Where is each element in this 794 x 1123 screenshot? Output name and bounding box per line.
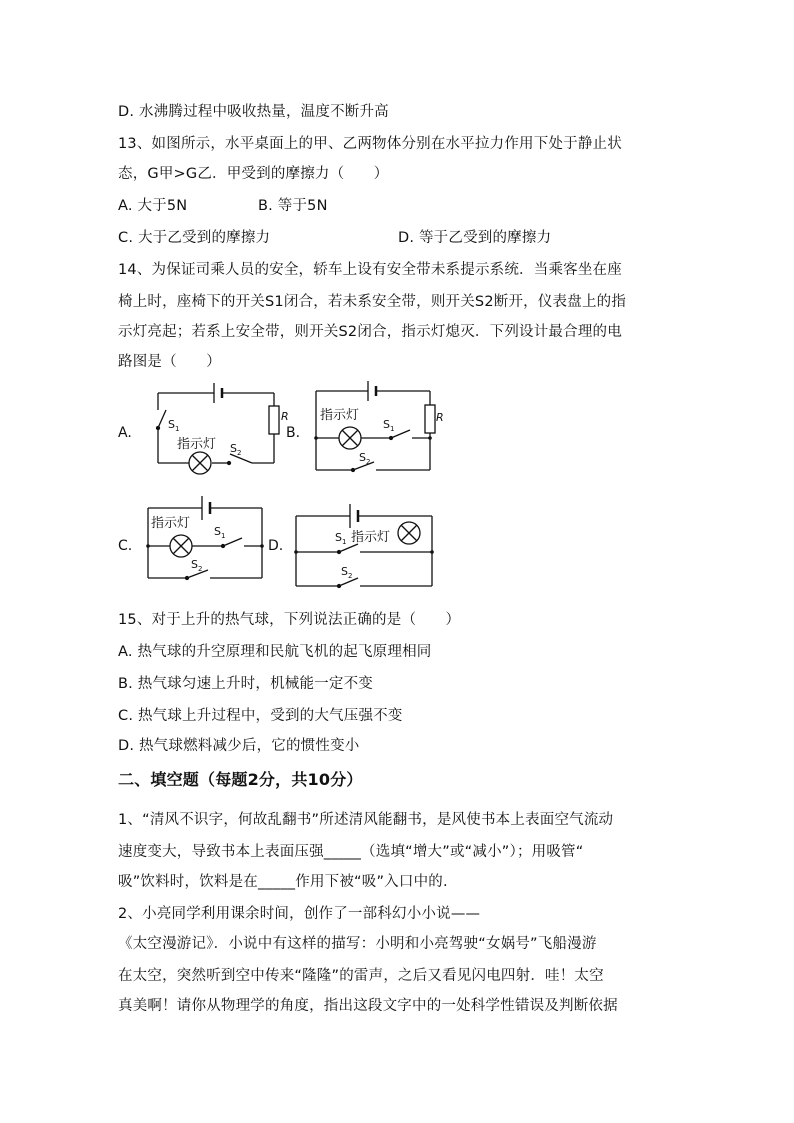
fill2-line3: 在太空，突然听到空中传来“隆隆”的雷声，之后又看见闪电四射．哇！太空 (118, 968, 604, 984)
q15-option-a: A. 热气球的升空原理和民航飞机的起飞原理相同 (118, 644, 432, 660)
resistor-r (269, 406, 279, 434)
option-d-label: D. (268, 538, 284, 554)
svg-text:R: R (281, 410, 289, 423)
q14-stem-line2: 椅上时，座椅下的开关S1闭合，若未系安全带，则开关S2断开，仪表盘上的指 (118, 294, 627, 310)
q13-option-c: C. 大于乙受到的摩擦力 (118, 230, 271, 246)
circuit-d (268, 504, 434, 588)
switch-s1 (158, 410, 166, 428)
q13-option-b: B. 等于5N (258, 198, 328, 214)
svg-text:指示灯: 指示灯 (320, 408, 360, 423)
svg-text:S2: $S_2$ (341, 565, 353, 580)
q15-stem: 15、对于上升的热气球，下列说法正确的是（ ） (118, 612, 461, 628)
svg-text:S1: $S_1$ (214, 525, 226, 540)
q12-option-d: D. 水沸腾过程中吸收热量，温度不断升高 (118, 104, 389, 120)
q14-stem-line1: 14、为保证司乘人员的安全，轿车上设有安全带未系提示系统．当乘客坐在座 (118, 262, 622, 278)
fill1-line3: 吸”饮料时，饮料是在_____作用下被“吸”入口中的. (118, 874, 448, 890)
svg-text:S2: $S_2$ (191, 558, 203, 573)
svg-text:S2: $S_2$ (230, 442, 242, 457)
svg-text:S2: $S_2$ (359, 451, 371, 466)
svg-text:S1: $S_1$ (168, 418, 180, 433)
svg-text:指示灯: 指示灯 (151, 516, 191, 531)
svg-text:S1: $S_1$ (335, 531, 347, 546)
fill1-line1: 1、“清风不识字，何故乱翻书”所述清风能翻书，是风使书本上表面空气流动 (118, 812, 614, 828)
q13-stem-line1: 13、如图所示，水平桌面上的甲、乙两物体分别在水平拉力作用下处于静止状 (118, 136, 622, 152)
q15-option-c: C. 热气球上升过程中，受到的大气压强不变 (118, 708, 403, 724)
fill2-line1: 2、小亮同学利用课余时间，创作了一部科幻小小说—— (118, 906, 481, 922)
switch-s1 (223, 538, 242, 546)
svg-text:指示灯: 指示灯 (177, 437, 217, 452)
option-a-label: A. (118, 425, 132, 441)
fill1-line2: 速度变大，导致书本上表面压强_____（选填“增大”或“减小”）；用吸管“ (118, 844, 584, 860)
option-b-label: B. (286, 425, 301, 441)
circuit-a (118, 383, 289, 474)
fill2-line2: 《太空漫游记》．小说中有这样的描写：小明和小亮驾驶“女娲号”飞船漫游 (118, 936, 597, 952)
circuit-diagrams (0, 372, 794, 602)
svg-text:R: R (436, 411, 444, 424)
q13-option-a: A. 大于5N (118, 198, 188, 214)
section-heading: 二、填空题（每题2分，共10分） (118, 770, 363, 789)
q15-option-d: D. 热气球燃料减少后，它的惯性变小 (118, 738, 360, 754)
circuit-b (286, 381, 444, 472)
option-c-label: C. (118, 538, 133, 554)
q13-option-d: D. 等于乙受到的摩擦力 (398, 230, 552, 246)
circuit-c (118, 496, 264, 580)
q15-option-b: B. 热气球匀速上升时，机械能一定不变 (118, 676, 373, 692)
q14-stem-line4: 路图是（ ） (118, 354, 221, 370)
q14-stem-line3: 示灯亮起；若系上安全带，则开关S2闭合，指示灯熄灭．下列设计最合理的电 (118, 324, 622, 340)
svg-text:指示灯: 指示灯 (351, 530, 391, 545)
fill2-line4: 真美啊！请你从物理学的角度，指出这段文字中的一处科学性错误及判断依据 (118, 998, 618, 1014)
svg-text:S1: $S_1$ (383, 418, 395, 433)
resistor-r (425, 405, 435, 433)
q13-stem-line2: 态，G甲>G乙．甲受到的摩擦力（ ） (118, 166, 389, 182)
